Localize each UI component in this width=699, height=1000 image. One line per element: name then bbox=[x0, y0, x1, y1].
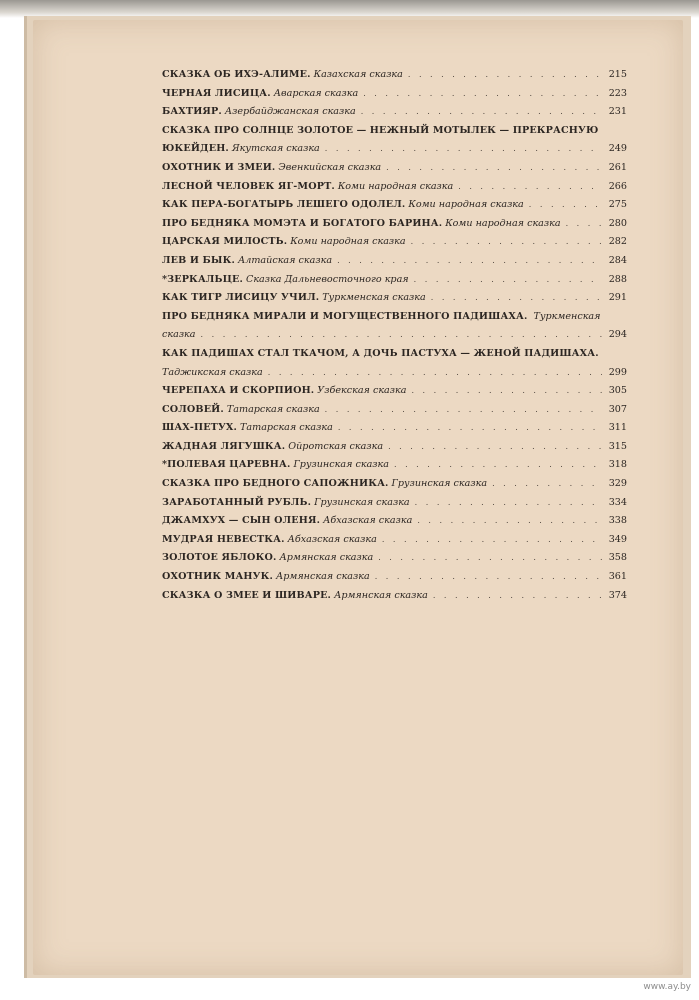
entry-page: 261 bbox=[608, 161, 627, 173]
entry-page: 291 bbox=[608, 292, 627, 304]
entry-title: ШАХ-ПЕТУХ. bbox=[162, 422, 237, 434]
entry-origin: Туркменская bbox=[533, 310, 601, 322]
toc-entry bbox=[162, 346, 627, 383]
leader-dots bbox=[415, 495, 602, 510]
toc-entry bbox=[162, 309, 627, 346]
entry-origin: Казахская сказка bbox=[313, 69, 403, 80]
entry-title: ЧЕРЕПАХА И СКОРПИОН. bbox=[162, 385, 315, 397]
toc-entry bbox=[162, 439, 627, 458]
toc-entry bbox=[162, 402, 627, 421]
entry-origin: Алтайская сказка bbox=[237, 254, 333, 266]
toc-entry bbox=[162, 495, 627, 514]
toc-entry bbox=[162, 383, 627, 402]
toc-entry bbox=[162, 86, 627, 105]
toc-entry bbox=[162, 253, 627, 272]
entry-title: *ЗЕРКАЛЬЦЕ. bbox=[162, 273, 243, 285]
entry-origin: Абхазская сказка bbox=[323, 515, 413, 527]
entry-page: 305 bbox=[608, 385, 627, 397]
entry-origin: Грузинская сказка bbox=[293, 459, 389, 471]
entry-title: ЧЕРНАЯ ЛИСИЦА. bbox=[162, 87, 271, 99]
toc-entry bbox=[162, 457, 627, 476]
leader-dots bbox=[361, 104, 602, 119]
leader-dots bbox=[363, 86, 602, 101]
leader-dots bbox=[431, 290, 602, 305]
leader-dots bbox=[566, 216, 602, 231]
entry-origin: Аварская сказка bbox=[273, 87, 359, 99]
entry-origin: Татарская сказка bbox=[226, 403, 320, 415]
entry-origin-continued: сказка bbox=[162, 329, 196, 341]
toc-entry bbox=[162, 67, 627, 86]
entry-title: ЗАРАБОТАННЫЙ РУБЛЬ. bbox=[162, 496, 312, 508]
leader-dots bbox=[411, 383, 602, 398]
entry-title: ПРО БЕДНЯКА МИРАЛИ И МОГУЩЕСТВЕННОГО ПАДИШАХА. bbox=[162, 310, 528, 322]
toc-entry bbox=[162, 588, 627, 607]
entry-title: ДЖАМХУХ — СЫН ОЛЕНЯ. bbox=[162, 515, 321, 527]
entry-origin: Татарская сказка bbox=[240, 422, 333, 434]
entry-page: 311 bbox=[608, 422, 627, 434]
entry-page: 361 bbox=[608, 571, 627, 583]
entry-page: 215 bbox=[608, 69, 627, 80]
toc-entry bbox=[162, 123, 627, 160]
leader-dots bbox=[201, 327, 602, 342]
entry-title: ЦАРСКАЯ МИЛОСТЬ. bbox=[162, 236, 288, 248]
entry-page: 294 bbox=[608, 329, 627, 341]
leader-dots bbox=[382, 532, 602, 547]
leader-dots bbox=[337, 253, 602, 268]
entry-title: ОХОТНИК И ЗМЕИ. bbox=[162, 161, 276, 173]
entry-page: 315 bbox=[608, 440, 627, 452]
entry-origin: Узбекская сказка bbox=[317, 385, 407, 397]
toc-entry bbox=[162, 234, 627, 253]
leader-dots bbox=[388, 439, 602, 454]
leader-dots bbox=[408, 67, 602, 82]
entry-origin: Якутская сказка bbox=[231, 143, 320, 155]
entry-title-continued: ЮКЕЙДЕН. bbox=[162, 143, 229, 155]
entry-page: 307 bbox=[608, 403, 627, 415]
leader-dots bbox=[411, 234, 602, 249]
toc-entry bbox=[162, 216, 627, 235]
entry-title: ЛЕВ И БЫК. bbox=[162, 254, 235, 266]
leader-dots bbox=[386, 160, 602, 175]
entry-origin: Туркменская сказка bbox=[322, 292, 426, 304]
entry-title: МУДРАЯ НЕВЕСТКА. bbox=[162, 533, 285, 545]
toc-entry bbox=[162, 290, 627, 309]
toc-entry bbox=[162, 476, 627, 495]
toc-entry bbox=[162, 179, 627, 198]
entry-title: КАК ПАДИШАХ СТАЛ ТКАЧОМ, А ДОЧЬ ПАСТУХА — ЖЕНОЙ ПАДИШАХА. bbox=[162, 347, 599, 359]
entry-page: 288 bbox=[608, 273, 627, 285]
watermark: www.ay.by bbox=[643, 982, 691, 992]
entry-page: 338 bbox=[608, 515, 627, 527]
entry-page: 358 bbox=[608, 552, 627, 564]
entry-page: 329 bbox=[608, 478, 627, 490]
entry-title: ПРО БЕДНЯКА МОМЭТА И БОГАТОГО БАРИНА. bbox=[162, 217, 443, 229]
entry-title: ОХОТНИК МАНУК. bbox=[162, 571, 273, 583]
toc-entry bbox=[162, 420, 627, 439]
entry-title: СКАЗКА ПРО СОЛНЦЕ ЗОЛОТОЕ — НЕЖНЫЙ МОТЫЛЕК — ПРЕКРАСНУЮ bbox=[162, 124, 599, 136]
leader-dots bbox=[378, 550, 602, 565]
entry-title: *ПОЛЕВАЯ ЦАРЕВНА. bbox=[162, 459, 291, 471]
entry-origin: Ойротская сказка bbox=[288, 440, 384, 452]
entry-title: КАК ТИГР ЛИСИЦУ УЧИЛ. bbox=[162, 292, 320, 304]
entry-origin: Армянская сказка bbox=[279, 552, 374, 564]
entry-page: 318 bbox=[608, 459, 627, 471]
leader-dots bbox=[433, 588, 602, 603]
leader-dots bbox=[414, 272, 602, 287]
entry-origin: Сказка Дальневосточного края bbox=[245, 273, 409, 285]
entry-title: ЖАДНАЯ ЛЯГУШКА. bbox=[162, 440, 286, 452]
entry-origin: Коми народная сказка bbox=[337, 180, 454, 192]
entry-origin: Эвенкийская сказка bbox=[278, 161, 382, 173]
toc-entry bbox=[162, 197, 627, 216]
leader-dots bbox=[417, 513, 602, 528]
entry-page: 280 bbox=[608, 217, 627, 229]
entry-title: СОЛОВЕЙ. bbox=[162, 403, 224, 415]
entry-page: 275 bbox=[608, 199, 627, 211]
entry-page: 349 bbox=[608, 533, 627, 545]
entry-title: СКАЗКА ПРО БЕДНОГО САПОЖНИКА. bbox=[162, 478, 389, 490]
toc-entry bbox=[162, 569, 627, 588]
entry-origin: Коми народная сказка bbox=[408, 199, 524, 211]
entry-title: КАК ПЕРА-БОГАТЫРЬ ЛЕШЕГО ОДОЛЕЛ. bbox=[162, 199, 406, 211]
toc-entry bbox=[162, 104, 627, 123]
leader-dots bbox=[492, 476, 602, 491]
entry-title: ЗОЛОТОЕ ЯБЛОКО. bbox=[162, 552, 277, 564]
entry-title: ЛЕСНОЙ ЧЕЛОВЕК ЯГ-МОРТ. bbox=[162, 180, 335, 192]
entry-page: 223 bbox=[608, 87, 627, 99]
toc-entry bbox=[162, 532, 627, 551]
entry-origin: Армянская сказка bbox=[334, 589, 428, 601]
leader-dots bbox=[394, 457, 602, 472]
entry-title: БАХТИЯР. bbox=[162, 106, 222, 118]
leader-dots bbox=[458, 179, 602, 194]
entry-page: 249 bbox=[608, 143, 627, 155]
entry-page: 231 bbox=[608, 106, 627, 118]
toc-entry bbox=[162, 513, 627, 532]
entry-origin: Грузинская сказка bbox=[391, 478, 488, 490]
entry-origin: Таджикская сказка bbox=[162, 366, 263, 378]
entry-page: 299 bbox=[608, 366, 627, 378]
leader-dots bbox=[325, 141, 602, 156]
entry-origin: Армянская сказка bbox=[275, 571, 370, 583]
table-of-contents bbox=[162, 67, 627, 606]
entry-origin: Грузинская сказка bbox=[314, 496, 410, 508]
toc-entry bbox=[162, 272, 627, 291]
entry-page: 284 bbox=[608, 254, 627, 266]
entry-page: 266 bbox=[608, 180, 627, 192]
entry-title: СКАЗКА ОБ ИХЭ-АЛИМЕ. bbox=[162, 69, 311, 80]
entry-page: 334 bbox=[608, 496, 627, 508]
entry-origin: Абхазская сказка bbox=[287, 533, 377, 545]
entry-page: 282 bbox=[608, 236, 627, 248]
entry-origin: Азербайджанская сказка bbox=[224, 106, 356, 118]
leader-dots bbox=[268, 365, 602, 380]
entry-title: СКАЗКА О ЗМЕЕ И ШИВАРЕ. bbox=[162, 589, 332, 601]
toc-entry bbox=[162, 160, 627, 179]
entry-page: 374 bbox=[608, 589, 627, 601]
entry-origin: Коми народная сказка bbox=[290, 236, 406, 248]
leader-dots bbox=[375, 569, 602, 584]
leader-dots bbox=[338, 420, 602, 435]
entry-origin: Коми народная сказка bbox=[445, 217, 561, 229]
toc-entry bbox=[162, 550, 627, 569]
leader-dots bbox=[325, 402, 602, 417]
leader-dots bbox=[529, 197, 602, 212]
